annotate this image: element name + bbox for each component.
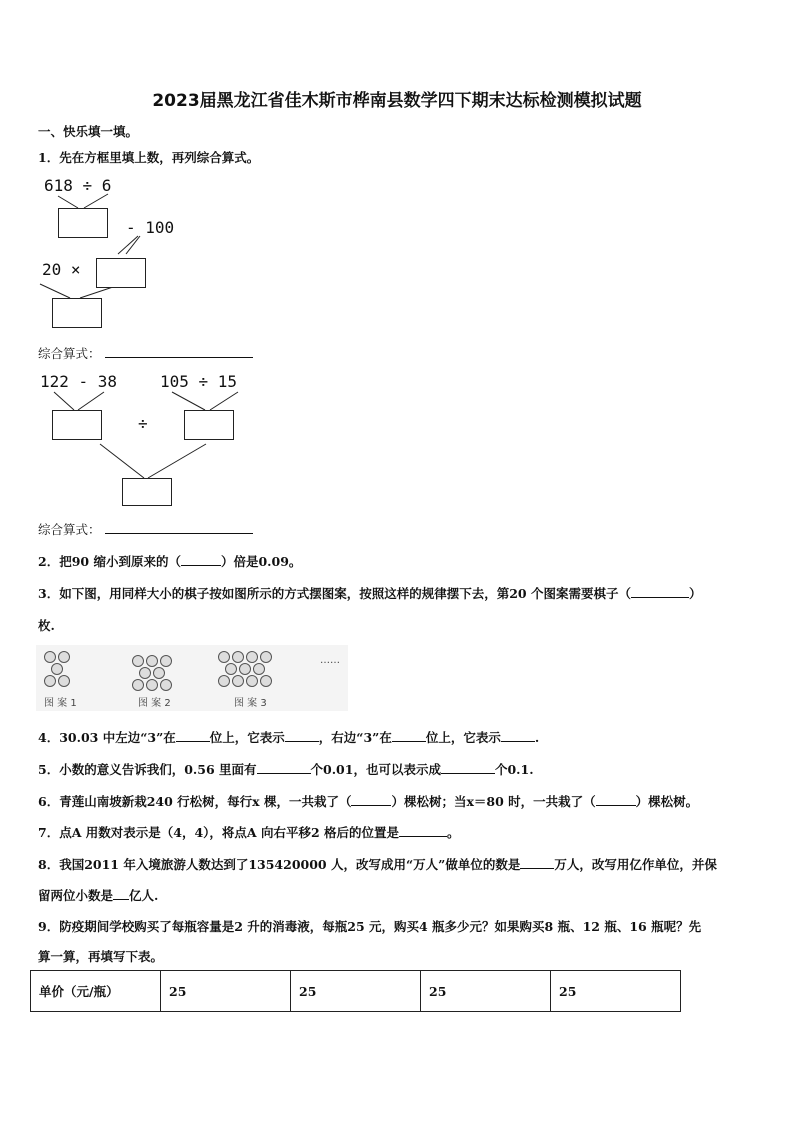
answer-blank[interactable] bbox=[631, 585, 689, 598]
question-5 bbox=[38, 760, 534, 778]
question-4 bbox=[38, 728, 539, 746]
table-cell[interactable]: 25 bbox=[291, 971, 421, 1012]
formula-label: 综合算式： bbox=[38, 346, 101, 361]
pattern-ellipsis: …… bbox=[320, 655, 340, 666]
chess-piece bbox=[132, 679, 144, 691]
answer-box[interactable] bbox=[52, 298, 102, 328]
question-5-text: 个0.1. bbox=[494, 762, 534, 777]
pattern-label: 图 案 1 bbox=[44, 698, 77, 709]
pattern-label: 图 案 3 bbox=[234, 698, 267, 709]
question-6 bbox=[38, 792, 698, 810]
question-9-text: 9．防疫期间学校购买了每瓶容量是2 升的消毒液，每瓶25 元，购买4 瓶多少元？如果购买8 瓶、12 瓶、16 瓶呢？先 bbox=[38, 919, 702, 934]
question-2 bbox=[38, 552, 301, 570]
answer-box[interactable] bbox=[52, 410, 102, 440]
answer-blank[interactable] bbox=[176, 729, 210, 742]
answer-blank[interactable] bbox=[399, 824, 447, 837]
question-4-text: 位上，它表示 bbox=[209, 730, 285, 745]
question-8-text: 万人，改写用亿作单位，并保 bbox=[554, 857, 717, 872]
chess-piece bbox=[232, 675, 244, 687]
question-6-text: ）棵松树；当x＝80 时，一共栽了（ bbox=[391, 794, 596, 809]
question-3-text-a: 3．如下图，用同样大小的棋子按如图所示的方式摆图案，按照这样的规律摆下去，第20 个图案需要棋子（ bbox=[38, 586, 631, 601]
chess-pattern-figure bbox=[36, 645, 348, 711]
chess-piece bbox=[44, 675, 56, 687]
chess-piece bbox=[239, 663, 251, 675]
question-7 bbox=[38, 823, 460, 841]
question-3-text-c: 枚. bbox=[38, 618, 55, 633]
section-heading: 一、快乐填一填。 bbox=[38, 124, 139, 139]
division-sign: ÷ bbox=[138, 414, 148, 433]
chess-piece bbox=[260, 675, 272, 687]
chess-piece bbox=[44, 651, 56, 663]
formula-blank[interactable] bbox=[105, 345, 253, 358]
question-6-text: 6．青莲山南坡新栽240 行松树，每行x 棵，一共栽了（ bbox=[38, 794, 352, 809]
answer-blank[interactable] bbox=[257, 761, 311, 774]
answer-box[interactable] bbox=[96, 258, 146, 288]
answer-box[interactable] bbox=[58, 208, 108, 238]
price-table bbox=[30, 970, 681, 1012]
table-header-cell: 单价（元/瓶） bbox=[31, 971, 161, 1012]
chess-piece bbox=[246, 675, 258, 687]
formula-line bbox=[38, 344, 253, 362]
question-8-text: 亿人. bbox=[129, 888, 159, 903]
chess-piece bbox=[58, 675, 70, 687]
answer-blank[interactable] bbox=[441, 761, 495, 774]
question-3-text-b: ） bbox=[688, 586, 702, 601]
tree1-top-expression: 618 ÷ 6 bbox=[44, 176, 112, 195]
tree1-times-expression: 20 × bbox=[42, 260, 81, 279]
question-7-text: 。 bbox=[447, 825, 460, 840]
question-9-text-b: 算一算，再填写下表。 bbox=[38, 949, 164, 964]
tree1-minus-expression: - 100 bbox=[126, 218, 175, 237]
table-row bbox=[31, 971, 681, 1012]
question-4-text: 位上，它表示 bbox=[425, 730, 501, 745]
pattern-label: 图 案 2 bbox=[138, 698, 171, 709]
chess-piece bbox=[51, 663, 63, 675]
question-1-text: 1．先在方框里填上数，再列综合算式。 bbox=[38, 150, 260, 165]
formula-line bbox=[38, 520, 253, 538]
tree2-left-expression: 122 - 38 bbox=[40, 372, 118, 391]
question-2-text-a: 2．把90 缩小到原来的（ bbox=[38, 554, 181, 569]
answer-blank[interactable] bbox=[285, 729, 319, 742]
chess-piece bbox=[132, 655, 144, 667]
answer-blank[interactable] bbox=[392, 729, 426, 742]
answer-blank[interactable] bbox=[596, 793, 636, 806]
question-2-text-b: ）倍是0.09。 bbox=[220, 554, 302, 569]
chess-piece bbox=[253, 663, 265, 675]
chess-piece bbox=[153, 667, 165, 679]
question-5-text: 个0.01，也可以表示成 bbox=[310, 762, 441, 777]
table-cell[interactable]: 25 bbox=[161, 971, 291, 1012]
chess-piece bbox=[146, 679, 158, 691]
chess-piece bbox=[246, 651, 258, 663]
answer-box[interactable] bbox=[122, 478, 172, 506]
chess-piece bbox=[58, 651, 70, 663]
formula-blank[interactable] bbox=[105, 521, 253, 534]
chess-piece bbox=[232, 651, 244, 663]
chess-piece bbox=[146, 655, 158, 667]
question-4-text: 4．30.03 中左边“3”在 bbox=[38, 730, 176, 745]
question-7-text: 7．点A 用数对表示是（4，4），将点A 向右平移2 格后的位置是 bbox=[38, 825, 399, 840]
answer-blank[interactable] bbox=[351, 793, 391, 806]
answer-blank[interactable] bbox=[181, 553, 221, 566]
question-3 bbox=[38, 584, 701, 602]
question-6-text: ）棵松树。 bbox=[635, 794, 699, 809]
formula-label: 综合算式： bbox=[38, 522, 101, 537]
answer-blank[interactable] bbox=[113, 887, 129, 900]
table-cell[interactable]: 25 bbox=[421, 971, 551, 1012]
question-8-text: 留两位小数是 bbox=[38, 888, 114, 903]
chess-piece bbox=[218, 651, 230, 663]
chess-piece bbox=[218, 675, 230, 687]
answer-blank[interactable] bbox=[501, 729, 535, 742]
chess-piece bbox=[260, 651, 272, 663]
chess-piece bbox=[139, 667, 151, 679]
answer-box[interactable] bbox=[184, 410, 234, 440]
table-cell[interactable]: 25 bbox=[551, 971, 681, 1012]
page-title: 2023届黑龙江省佳木斯市桦南县数学四下期末达标检测模拟试题 bbox=[152, 91, 642, 111]
chess-piece bbox=[160, 655, 172, 667]
question-4-text: ，右边“3”在 bbox=[318, 730, 392, 745]
question-4-text: . bbox=[534, 730, 540, 745]
answer-blank[interactable] bbox=[520, 856, 554, 869]
tree2-right-expression: 105 ÷ 15 bbox=[160, 372, 238, 391]
chess-piece bbox=[160, 679, 172, 691]
chess-piece bbox=[225, 663, 237, 675]
question-5-text: 5．小数的意义告诉我们，0.56 里面有 bbox=[38, 762, 257, 777]
question-8 bbox=[38, 855, 717, 873]
question-8-continued bbox=[38, 886, 158, 904]
question-8-text: 8．我国2011 年入境旅游人数达到了135420000 人，改写成用“万人”做单位的数是 bbox=[38, 857, 521, 872]
